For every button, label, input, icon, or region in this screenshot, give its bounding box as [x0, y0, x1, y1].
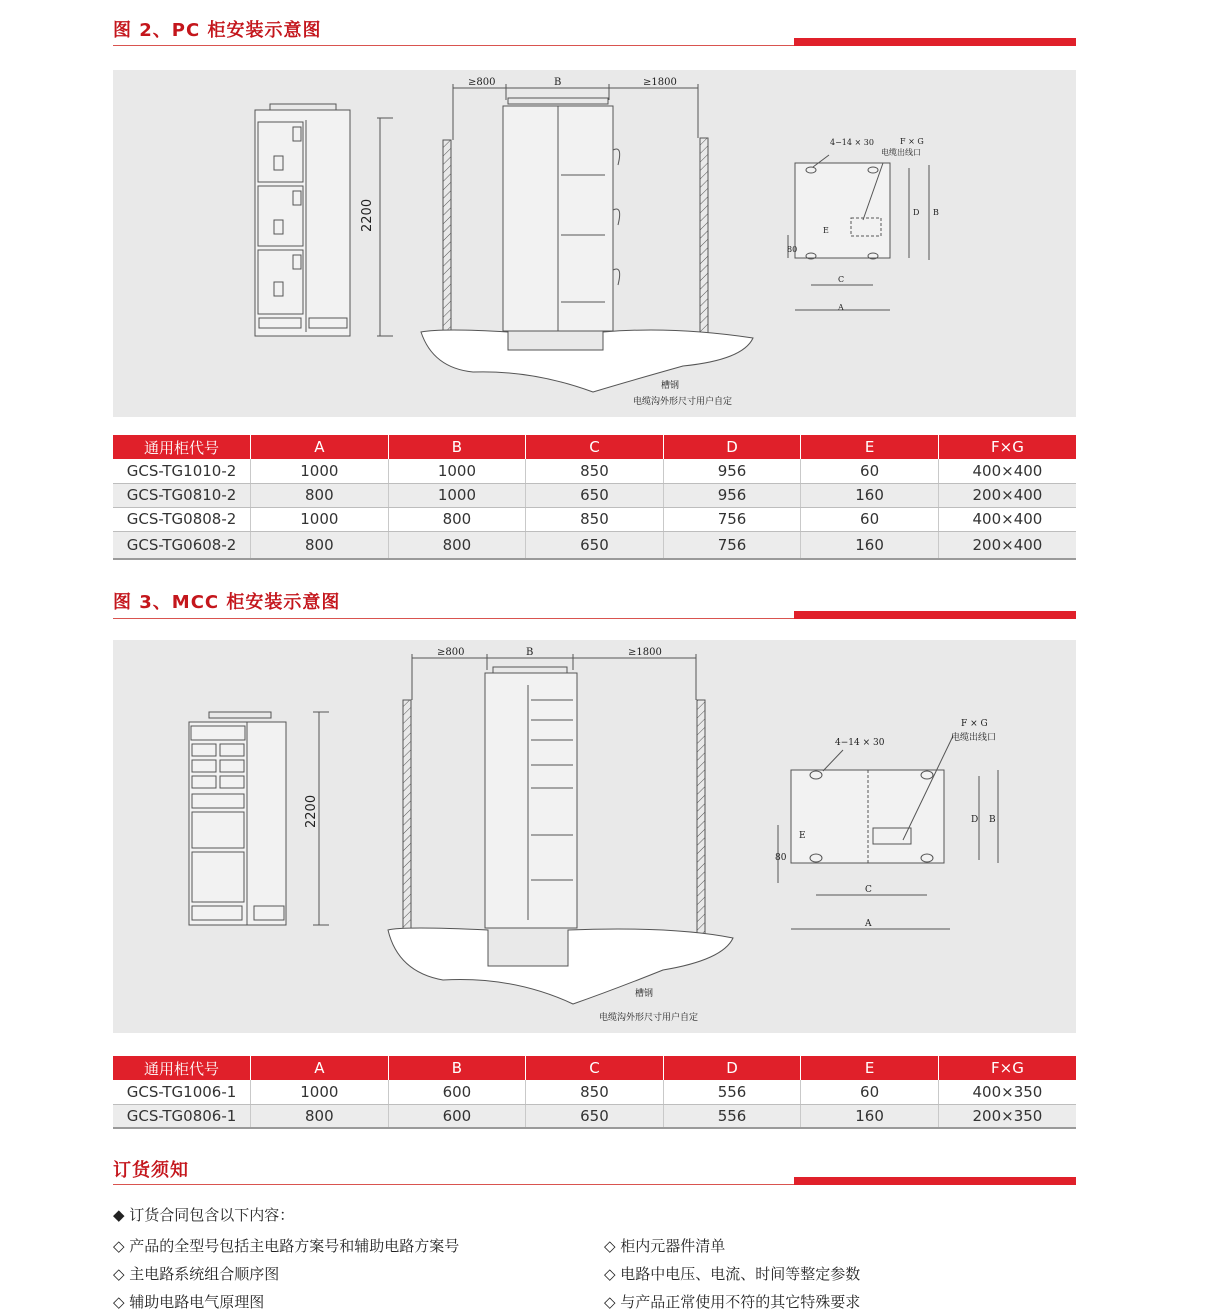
col-header: F×G: [938, 435, 1076, 459]
dim-c: C: [865, 885, 872, 895]
table-cell: 800: [251, 1104, 389, 1128]
table-cell: 160: [801, 1104, 939, 1128]
list-item: ◇ 产品的全型号包括主电路方案号和辅助电路方案号: [113, 1237, 460, 1255]
section-accent-bar: [794, 611, 1076, 619]
table-header-row: [113, 1056, 1076, 1080]
hole-label: 4−14 × 30: [830, 138, 874, 147]
table-cell: 556: [663, 1104, 801, 1128]
pc-installation-diagram: [113, 70, 1076, 417]
dim-a: A: [865, 919, 872, 929]
table-cell: 200×350: [938, 1104, 1076, 1128]
ordering-lead: ◆ 订货合同包含以下内容：: [113, 1206, 295, 1224]
fg-label: F × G: [900, 137, 924, 146]
fg-label: F × G: [961, 719, 988, 729]
table-cell: GCS-TG1010-2: [113, 459, 251, 483]
table-cell: 1000: [251, 507, 389, 531]
dim-b: B: [989, 815, 996, 825]
section-accent-bar: [794, 38, 1076, 46]
table-cell: 650: [526, 1104, 664, 1128]
trench-label: 电缆沟外形尺寸用户自定: [599, 1013, 699, 1023]
col-header: E: [801, 435, 939, 459]
section-title-pc: 图 2、PC 柜安装示意图: [113, 20, 322, 41]
dim-80: 80: [787, 245, 798, 254]
table-cell: 756: [663, 531, 801, 559]
section-title-mcc: 图 3、MCC 柜安装示意图: [113, 592, 341, 613]
table-cell: 850: [526, 507, 664, 531]
dim-a: A: [838, 303, 844, 312]
table-cell: 160: [801, 531, 939, 559]
table-row: [113, 483, 1076, 507]
table-cell: 600: [388, 1080, 526, 1104]
min-right-label: ≥1800: [643, 77, 677, 88]
table-cell: 800: [388, 531, 526, 559]
col-header: C: [526, 435, 664, 459]
table-cell: 650: [526, 531, 664, 559]
table-cell: 956: [663, 459, 801, 483]
min-left-label: ≥800: [468, 77, 496, 88]
list-item: ◇ 柜内元器件清单: [604, 1237, 726, 1255]
col-header: D: [663, 435, 801, 459]
col-header: C: [526, 1056, 664, 1080]
steel-label: 槽钢: [635, 989, 654, 999]
height-label: 2200: [360, 198, 375, 232]
table-row: [113, 459, 1076, 483]
table-row: [113, 531, 1076, 559]
table-row: [113, 1080, 1076, 1104]
trench-label: 电缆沟外形尺寸用户自定: [633, 397, 733, 407]
col-header: E: [801, 1056, 939, 1080]
table-row: [113, 507, 1076, 531]
mcc-spec-table: [113, 1056, 1076, 1129]
table-cell: GCS-TG1006-1: [113, 1080, 251, 1104]
table-cell: 556: [663, 1080, 801, 1104]
table-cell: 60: [801, 507, 939, 531]
min-right-label: ≥1800: [628, 647, 662, 658]
table-cell: 600: [388, 1104, 526, 1128]
table-header-row: [113, 435, 1076, 459]
list-item: ◇ 电路中电压、电流、时间等整定参数: [604, 1265, 861, 1283]
table-cell: 850: [526, 459, 664, 483]
width-label: B: [554, 77, 562, 88]
table-cell: 1000: [388, 483, 526, 507]
table-cell: 400×400: [938, 459, 1076, 483]
table-cell: 800: [388, 507, 526, 531]
height-label: 2200: [304, 794, 319, 828]
table-cell: 200×400: [938, 531, 1076, 559]
mcc-installation-diagram: [113, 640, 1076, 1033]
col-header: F×G: [938, 1056, 1076, 1080]
mcc-diagram-drawing: [113, 640, 1076, 1033]
cable-outlet-label: 电缆出线口: [881, 148, 921, 157]
table-cell: 60: [801, 459, 939, 483]
table-cell: 1000: [251, 1080, 389, 1104]
table-cell: GCS-TG0806-1: [113, 1104, 251, 1128]
col-header: 通用柜代号: [113, 435, 251, 459]
table-row: [113, 1104, 1076, 1128]
dim-b: B: [933, 208, 939, 217]
dim-e: E: [799, 831, 806, 841]
table-cell: 400×350: [938, 1080, 1076, 1104]
pc-diagram-drawing: [113, 70, 1076, 417]
table-cell: 850: [526, 1080, 664, 1104]
table-cell: GCS-TG0808-2: [113, 507, 251, 531]
table-cell: 400×400: [938, 507, 1076, 531]
table-cell: 60: [801, 1080, 939, 1104]
table-cell: 160: [801, 483, 939, 507]
table-cell: 800: [251, 531, 389, 559]
col-header: A: [251, 1056, 389, 1080]
section-title-ordering: 订货须知: [113, 1160, 189, 1181]
table-cell: GCS-TG0810-2: [113, 483, 251, 507]
col-header: B: [388, 435, 526, 459]
table-cell: GCS-TG0608-2: [113, 531, 251, 559]
min-left-label: ≥800: [437, 647, 465, 658]
list-item: ◇ 主电路系统组合顺序图: [113, 1265, 280, 1283]
table-cell: 756: [663, 507, 801, 531]
dim-d: D: [913, 208, 920, 217]
table-cell: 956: [663, 483, 801, 507]
table-cell: 1000: [251, 459, 389, 483]
col-header: D: [663, 1056, 801, 1080]
table-cell: 1000: [388, 459, 526, 483]
dim-d: D: [971, 815, 979, 825]
section-accent-bar: [794, 1177, 1076, 1185]
pc-spec-table: [113, 435, 1076, 560]
table-cell: 800: [251, 483, 389, 507]
dim-80: 80: [775, 853, 787, 863]
dim-e: E: [823, 226, 829, 235]
col-header: B: [388, 1056, 526, 1080]
width-label: B: [526, 647, 534, 658]
col-header: 通用柜代号: [113, 1056, 251, 1080]
dim-c: C: [838, 275, 845, 284]
cable-outlet-label: 电缆出线口: [951, 733, 997, 743]
list-item: ◇ 辅助电路电气原理图: [113, 1293, 265, 1311]
steel-label: 槽钢: [661, 381, 680, 391]
table-cell: 200×400: [938, 483, 1076, 507]
ordering-left-list: [113, 1232, 459, 1314]
table-cell: 650: [526, 483, 664, 507]
list-item: ◇ 与产品正常使用不符的其它特殊要求: [604, 1293, 861, 1311]
ordering-right-list: [604, 1232, 860, 1314]
col-header: A: [251, 435, 389, 459]
hole-label: 4−14 × 30: [835, 738, 885, 748]
